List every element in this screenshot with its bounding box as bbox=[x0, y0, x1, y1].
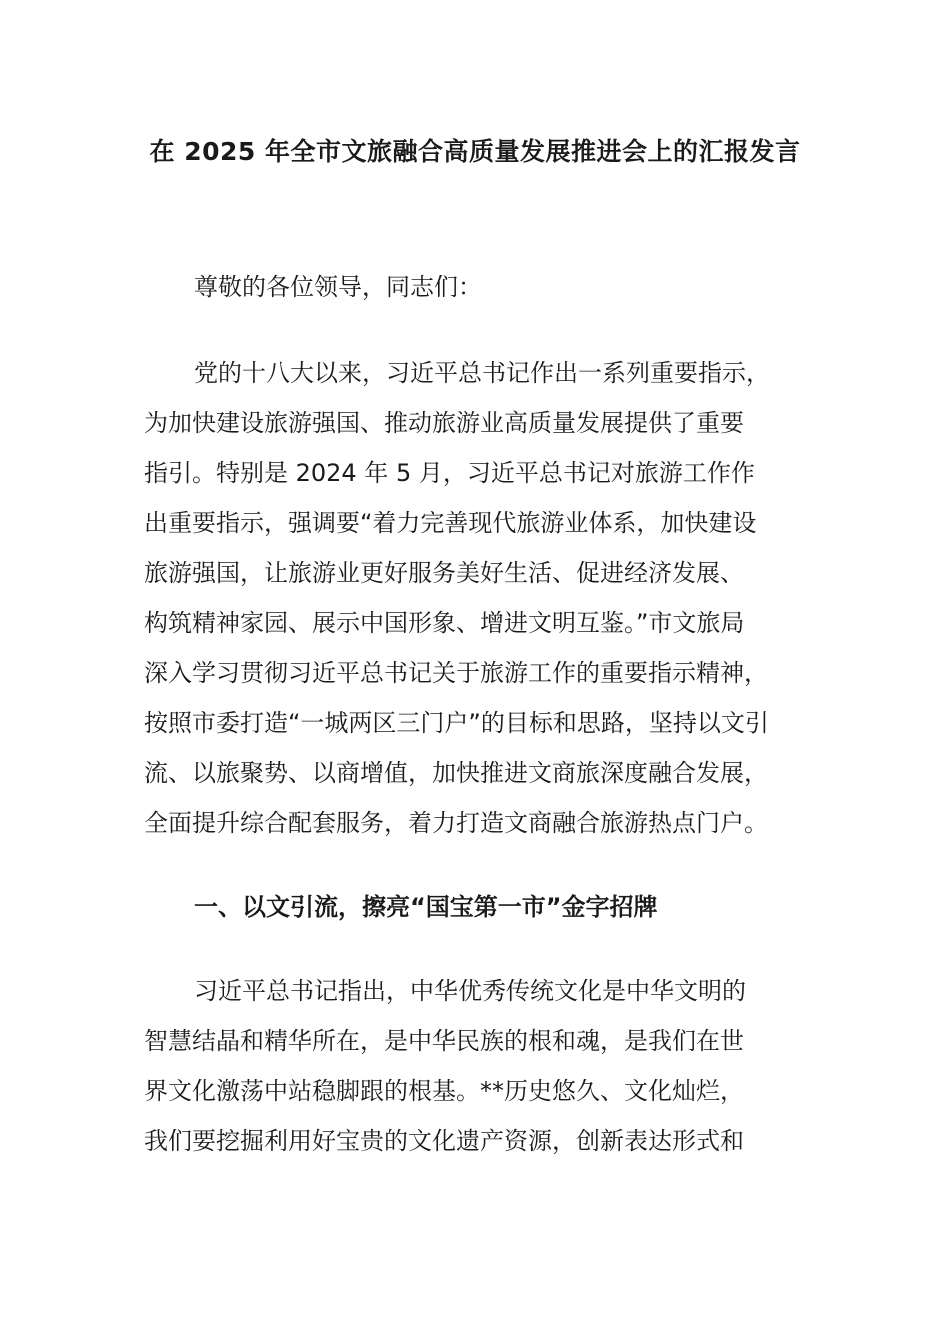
text-line: 习近平总书记指出，中华优秀传统文化是中华文明的 bbox=[194, 977, 746, 1005]
text-line: 全面提升综合配套服务，着力打造文商融合旅游热点门户。 bbox=[144, 809, 768, 837]
text-line: 为加快建设旅游强国、推动旅游业高质量发展提供了重要 bbox=[144, 409, 744, 437]
text-line: 旅游强国，让旅游业更好服务美好生活、促进经济发展、 bbox=[144, 559, 744, 587]
text-line: 构筑精神家园、展示中国形象、增进文明互鉴。”市文旅局 bbox=[144, 609, 745, 637]
text-line: 界文化激荡中站稳脚跟的根基。**历史悠久、文化灿烂， bbox=[144, 1077, 744, 1105]
section-heading bbox=[144, 882, 814, 932]
text-line: 党的十八大以来，习近平总书记作出一系列重要指示， bbox=[194, 359, 770, 387]
salutation bbox=[144, 262, 814, 312]
document-title: 在 2025 年全市文旅融合高质量发展推进会上的汇报发言 bbox=[149, 137, 801, 166]
text-line: 出重要指示，强调要“着力完善现代旅游业体系，加快建设 bbox=[144, 509, 757, 537]
section-paragraph bbox=[144, 966, 814, 1166]
text-line: 我们要挖掘利用好宝贵的文化遗产资源，创新表达形式和 bbox=[144, 1127, 744, 1155]
text-line: 深入学习贯彻习近平总书记关于旅游工作的重要指示精神， bbox=[144, 659, 768, 687]
text-line: 指引。特别是 2024 年 5 月，习近平总书记对旅游工作作 bbox=[144, 459, 755, 487]
intro-paragraph bbox=[144, 348, 814, 848]
text-line: 流、以旅聚势、以商增值，加快推进文商旅深度融合发展， bbox=[144, 759, 768, 787]
text-line: 智慧结晶和精华所在，是中华民族的根和魂，是我们在世 bbox=[144, 1027, 744, 1055]
salutation-line: 尊敬的各位领导，同志们： bbox=[194, 273, 482, 301]
section-heading-line: 一、以文引流，擦亮“国宝第一市”金字招牌 bbox=[194, 893, 658, 921]
text-line: 按照市委打造“一城两区三门户”的目标和思路，坚持以文引 bbox=[144, 709, 769, 737]
